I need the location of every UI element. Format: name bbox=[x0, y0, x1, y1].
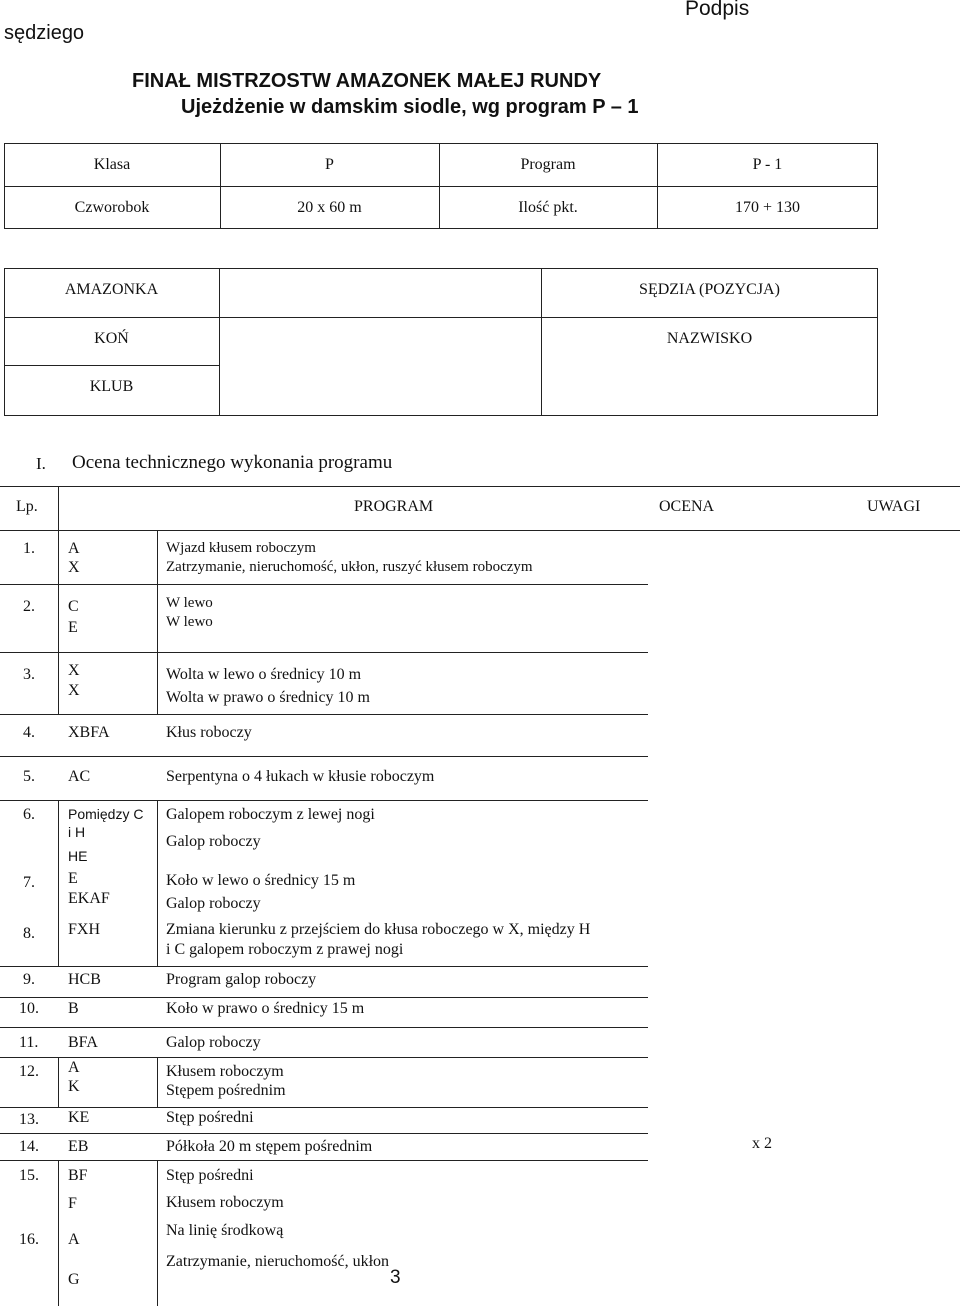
row-position: Pomiędzy C bbox=[68, 806, 144, 822]
row-number: 15. bbox=[19, 1167, 39, 1184]
row-position: A bbox=[68, 1059, 80, 1076]
row-position: A bbox=[68, 1231, 80, 1248]
row-position: X bbox=[68, 559, 80, 576]
row-movement: Półkoła 20 m stępem pośrednim bbox=[166, 1138, 373, 1155]
row-position: HCB bbox=[68, 971, 101, 988]
row-movement: Galop roboczy bbox=[166, 895, 261, 912]
header-ocena: OCENA bbox=[659, 498, 715, 515]
row-movement: W lewo bbox=[166, 614, 213, 630]
row-movement: Zmiana kierunku z przejściem do kłusa roboczego w X, między H bbox=[166, 921, 591, 938]
row-movement: Zatrzymanie, nieruchomość, ukłon, ruszyć kłusem roboczym bbox=[166, 559, 533, 575]
row-position: K bbox=[68, 1078, 80, 1095]
row-number: 9. bbox=[23, 971, 35, 988]
header-lp: Lp. bbox=[16, 498, 38, 515]
row-movement: Program galop roboczy bbox=[166, 971, 317, 988]
info-label-czworobok: Czworobok bbox=[74, 199, 150, 216]
row-movement: Kłusem roboczym bbox=[166, 1063, 284, 1080]
row-position: X bbox=[68, 662, 80, 679]
repeat-note: x 2 bbox=[752, 1135, 772, 1152]
row-number: 13. bbox=[19, 1111, 39, 1128]
row-number: 2. bbox=[23, 598, 35, 615]
info-label-points: Ilość pkt. bbox=[518, 199, 578, 216]
row-number: 10. bbox=[19, 1000, 39, 1017]
page-number: 3 bbox=[390, 1267, 401, 1288]
row-number: 3. bbox=[23, 666, 35, 683]
info-label-program: Program bbox=[520, 156, 576, 173]
header-uwagi: UWAGI bbox=[867, 498, 921, 515]
row-movement: Zatrzymanie, nieruchomość, ukłon bbox=[166, 1253, 390, 1270]
row-number: 14. bbox=[19, 1138, 39, 1155]
row-movement: Koło w prawo o średnicy 15 m bbox=[166, 1000, 365, 1017]
row-number: 5. bbox=[23, 768, 35, 785]
row-movement: Galop roboczy bbox=[166, 1034, 261, 1051]
row-position: G bbox=[68, 1271, 80, 1288]
row-movement: Galop roboczy bbox=[166, 833, 261, 850]
info-value-czworobok: 20 x 60 m bbox=[297, 199, 362, 216]
row-movement: Wolta w prawo o średnicy 10 m bbox=[166, 689, 370, 706]
row-movement: Na linię środkową bbox=[166, 1222, 284, 1239]
page-subtitle: Ujeżdżenie w damskim siodle, wg program P – 1 bbox=[181, 96, 639, 118]
row-number: 7. bbox=[23, 874, 35, 891]
row-position: EKAF bbox=[68, 890, 110, 907]
header-program: PROGRAM bbox=[354, 498, 434, 515]
info-value-points: 170 + 130 bbox=[734, 199, 801, 216]
row-position: X bbox=[68, 682, 80, 699]
rider-label: AMAZONKA bbox=[64, 281, 159, 298]
row-position: E bbox=[68, 619, 78, 636]
row-position: BF bbox=[68, 1167, 88, 1184]
row-position: F bbox=[68, 1195, 77, 1212]
row-number: 8. bbox=[23, 925, 35, 942]
row-movement: W lewo bbox=[166, 595, 213, 611]
row-position: A bbox=[68, 540, 80, 557]
row-number: 16. bbox=[19, 1231, 39, 1248]
row-movement: Stęp pośredni bbox=[166, 1167, 254, 1184]
signature-label: Podpis bbox=[685, 0, 750, 20]
row-position: AC bbox=[68, 768, 91, 785]
row-movement: Serpentyna o 4 łukach w kłusie roboczym bbox=[166, 768, 435, 785]
row-position: HE bbox=[68, 848, 88, 864]
row-movement: Stępem pośrednim bbox=[166, 1082, 286, 1099]
section-title: Ocena technicznego wykonania programu bbox=[72, 452, 393, 473]
row-position: EB bbox=[68, 1138, 89, 1155]
info-label-klasa: Klasa bbox=[93, 156, 131, 173]
row-position: FXH bbox=[68, 921, 101, 938]
row-position: XBFA bbox=[68, 724, 110, 741]
row-movement: Kłus roboczy bbox=[166, 724, 252, 741]
club-label: KLUB bbox=[89, 378, 134, 395]
row-number: 6. bbox=[23, 806, 35, 823]
row-position: i H bbox=[68, 824, 86, 840]
page-title: FINAŁ MISTRZOSTW AMAZONEK MAŁEJ RUNDY bbox=[132, 70, 602, 92]
row-position: C bbox=[68, 598, 79, 615]
row-movement: Stęp pośredni bbox=[166, 1109, 254, 1126]
row-movement: Galopem roboczym z lewej nogi bbox=[166, 806, 375, 823]
info-value-program: P - 1 bbox=[752, 156, 783, 173]
judge-name-label: NAZWISKO bbox=[666, 330, 753, 347]
row-position: KE bbox=[68, 1109, 90, 1126]
judge-position-label: SĘDZIA (POZYCJA) bbox=[639, 281, 780, 298]
info-value-klasa: P bbox=[325, 156, 334, 173]
row-movement: Wolta w lewo o średnicy 10 m bbox=[166, 666, 362, 683]
section-number: I. bbox=[36, 454, 46, 473]
row-number: 12. bbox=[19, 1063, 39, 1080]
row-position: E bbox=[68, 870, 78, 887]
row-number: 4. bbox=[23, 724, 35, 741]
horse-label: KOŃ bbox=[94, 330, 129, 347]
judge-signature-label: sędziego bbox=[4, 22, 85, 44]
row-movement: Kłusem roboczym bbox=[166, 1194, 284, 1211]
row-movement: Koło w lewo o średnicy 15 m bbox=[166, 872, 356, 889]
row-movement: Wjazd kłusem roboczym bbox=[166, 540, 316, 556]
row-position: BFA bbox=[68, 1034, 98, 1051]
row-number: 11. bbox=[19, 1034, 39, 1051]
row-number: 1. bbox=[23, 540, 35, 557]
row-position: B bbox=[68, 1000, 79, 1017]
row-movement: i C galopem roboczym z prawej nogi bbox=[166, 941, 404, 958]
